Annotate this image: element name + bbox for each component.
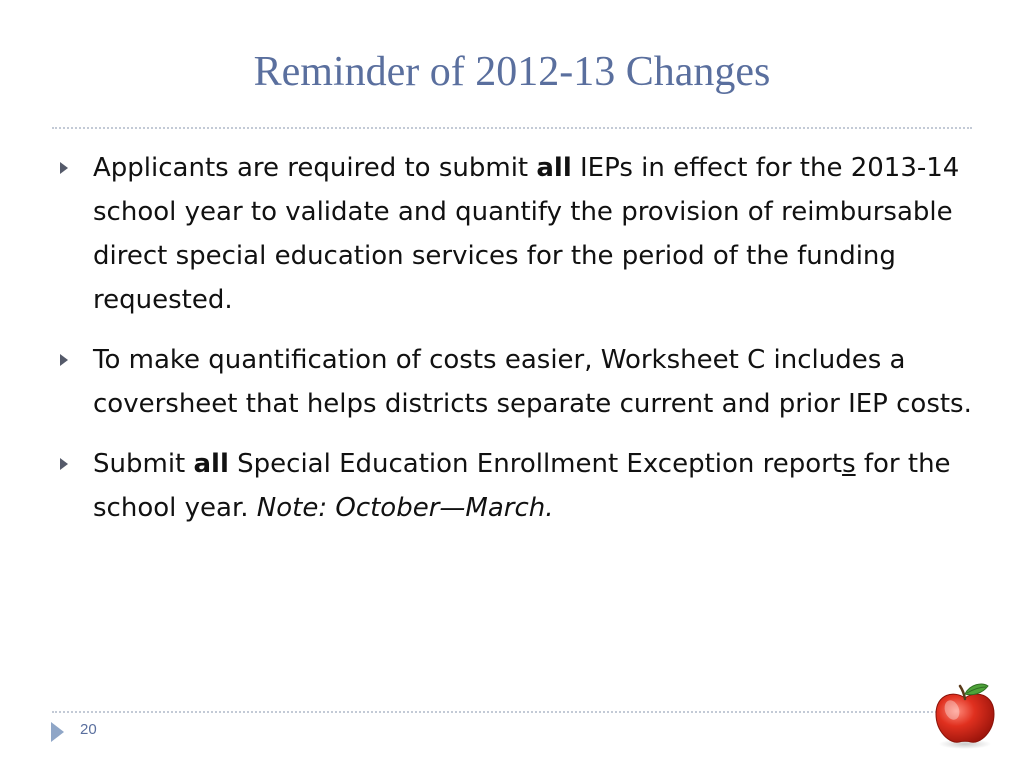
bullet-triangle-icon: [60, 354, 68, 366]
bullet-emphasis-all: all: [536, 153, 572, 183]
bullet-segment: Applicants are required to submit: [93, 153, 537, 183]
bullet-emphasis-all: all: [193, 449, 229, 479]
footer-triangle-icon: [51, 722, 64, 742]
bullet-note: Note: October—March.: [256, 493, 554, 523]
bullet-item: [60, 338, 980, 426]
page-number: 20: [80, 721, 97, 738]
bullet-segment: Submit: [93, 449, 194, 479]
bullet-triangle-icon: [60, 162, 68, 174]
bullet-list: [60, 146, 980, 546]
bullet-segment: To make quantification of costs easier, Worksheet C includes a coversheet that helps districts separate current and prior IEP costs.: [93, 345, 972, 419]
bullet-item: [60, 442, 980, 530]
footer-divider: [52, 711, 972, 713]
title-divider: [52, 127, 972, 129]
bullet-underlined-s: s: [842, 449, 856, 479]
bullet-segment: for the school year.: [93, 449, 951, 523]
slide-title: Reminder of 2012-13 Changes: [253, 49, 771, 95]
bullet-segment: IEPs in effect for the 2013-14 school year to validate and quantify the provision of reimbursable direct special education services for the period of the funding requested.: [93, 153, 960, 315]
apple-icon: [932, 680, 998, 750]
bullet-item: [60, 146, 980, 322]
bullet-triangle-icon: [60, 458, 68, 470]
bullet-segment: Special Education Enrollment Exception report: [228, 449, 843, 479]
